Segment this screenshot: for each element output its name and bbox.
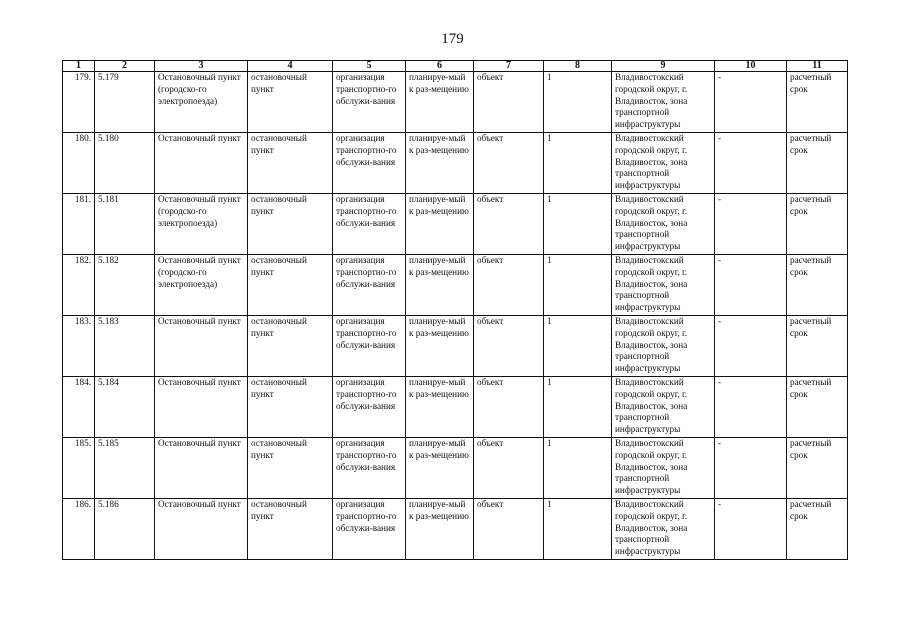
object-kind: остановочный пункт	[248, 499, 333, 560]
location-cell: Владивостокский городской округ, г. Владивосток, зона транспортной инфраструктуры	[612, 438, 715, 499]
term-cell: расчетный срок	[787, 194, 848, 255]
column-header: 11	[787, 61, 848, 72]
object-kind: остановочный пункт	[248, 377, 333, 438]
column-header: 6	[406, 61, 474, 72]
object-name: Остановочный пункт	[155, 377, 248, 438]
location-cell: Владивостокский городской округ, г. Владивосток, зона транспортной инфраструктуры	[612, 255, 715, 316]
object-code: 5.181	[95, 194, 155, 255]
object-status: планируе-мый к раз-мещению	[406, 133, 474, 194]
table-row	[63, 377, 848, 438]
table-body	[63, 72, 848, 560]
table-row	[63, 499, 848, 560]
object-name: Остановочный пункт	[155, 499, 248, 560]
object-purpose: организация транспортно-го обслужи-вания	[333, 438, 406, 499]
zone-cell: -	[715, 316, 787, 377]
location-cell: Владивостокский городской округ, г. Владивосток, зона транспортной инфраструктуры	[612, 316, 715, 377]
table-row	[63, 72, 848, 133]
unit-cell: объект	[474, 255, 544, 316]
column-header: 2	[95, 61, 155, 72]
zone-cell: -	[715, 194, 787, 255]
object-kind: остановочный пункт	[248, 72, 333, 133]
object-status: планируе-мый к раз-мещению	[406, 194, 474, 255]
quantity-cell: 1	[544, 133, 612, 194]
location-cell: Владивостокский городской округ, г. Владивосток, зона транспортной инфраструктуры	[612, 377, 715, 438]
unit-cell: объект	[474, 133, 544, 194]
quantity-cell: 1	[544, 72, 612, 133]
column-header: 10	[715, 61, 787, 72]
term-cell: расчетный срок	[787, 255, 848, 316]
object-name: Остановочный пункт	[155, 438, 248, 499]
column-header: 1	[63, 61, 95, 72]
zone-cell: -	[715, 499, 787, 560]
object-code: 5.186	[95, 499, 155, 560]
location-cell: Владивостокский городской округ, г. Владивосток, зона транспортной инфраструктуры	[612, 72, 715, 133]
unit-cell: объект	[474, 438, 544, 499]
object-code: 5.179	[95, 72, 155, 133]
quantity-cell: 1	[544, 194, 612, 255]
quantity-cell: 1	[544, 438, 612, 499]
object-name: Остановочный пункт (городско-го электропоезда)	[155, 72, 248, 133]
object-kind: остановочный пункт	[248, 194, 333, 255]
zone-cell: -	[715, 438, 787, 499]
object-code: 5.182	[95, 255, 155, 316]
zone-cell: -	[715, 377, 787, 438]
object-purpose: организация транспортно-го обслужи-вания	[333, 194, 406, 255]
object-kind: остановочный пункт	[248, 438, 333, 499]
object-purpose: организация транспортно-го обслужи-вания	[333, 316, 406, 377]
object-code: 5.185	[95, 438, 155, 499]
zone-cell: -	[715, 72, 787, 133]
object-kind: остановочный пункт	[248, 133, 333, 194]
object-kind: остановочный пункт	[248, 255, 333, 316]
quantity-cell: 1	[544, 377, 612, 438]
term-cell: расчетный срок	[787, 72, 848, 133]
column-header: 5	[333, 61, 406, 72]
object-name: Остановочный пункт	[155, 316, 248, 377]
location-cell: Владивостокский городской округ, г. Владивосток, зона транспортной инфраструктуры	[612, 499, 715, 560]
object-status: планируе-мый к раз-мещению	[406, 316, 474, 377]
object-name: Остановочный пункт (городско-го электропоезда)	[155, 194, 248, 255]
term-cell: расчетный срок	[787, 133, 848, 194]
object-status: планируе-мый к раз-мещению	[406, 499, 474, 560]
table-row	[63, 133, 848, 194]
row-number: 181.	[63, 194, 95, 255]
column-header: 4	[248, 61, 333, 72]
header-row	[63, 61, 848, 72]
table-row	[63, 316, 848, 377]
row-number: 183.	[63, 316, 95, 377]
row-number: 182.	[63, 255, 95, 316]
unit-cell: объект	[474, 377, 544, 438]
object-status: планируе-мый к раз-мещению	[406, 438, 474, 499]
unit-cell: объект	[474, 194, 544, 255]
object-status: планируе-мый к раз-мещению	[406, 377, 474, 438]
unit-cell: объект	[474, 499, 544, 560]
objects-table	[62, 60, 848, 560]
object-purpose: организация транспортно-го обслужи-вания	[333, 499, 406, 560]
object-status: планируе-мый к раз-мещению	[406, 255, 474, 316]
object-code: 5.184	[95, 377, 155, 438]
object-purpose: организация транспортно-го обслужи-вания	[333, 133, 406, 194]
unit-cell: объект	[474, 72, 544, 133]
term-cell: расчетный срок	[787, 316, 848, 377]
unit-cell: объект	[474, 316, 544, 377]
table-row	[63, 255, 848, 316]
object-name: Остановочный пункт	[155, 133, 248, 194]
location-cell: Владивостокский городской округ, г. Владивосток, зона транспортной инфраструктуры	[612, 133, 715, 194]
column-header: 3	[155, 61, 248, 72]
column-header: 7	[474, 61, 544, 72]
zone-cell: -	[715, 133, 787, 194]
location-cell: Владивостокский городской округ, г. Владивосток, зона транспортной инфраструктуры	[612, 194, 715, 255]
object-kind: остановочный пункт	[248, 316, 333, 377]
object-purpose: организация транспортно-го обслужи-вания	[333, 377, 406, 438]
row-number: 180.	[63, 133, 95, 194]
quantity-cell: 1	[544, 255, 612, 316]
term-cell: расчетный срок	[787, 438, 848, 499]
object-code: 5.180	[95, 133, 155, 194]
table-row	[63, 194, 848, 255]
quantity-cell: 1	[544, 499, 612, 560]
zone-cell: -	[715, 255, 787, 316]
object-purpose: организация транспортно-го обслужи-вания	[333, 255, 406, 316]
term-cell: расчетный срок	[787, 499, 848, 560]
row-number: 185.	[63, 438, 95, 499]
column-header: 8	[544, 61, 612, 72]
object-code: 5.183	[95, 316, 155, 377]
term-cell: расчетный срок	[787, 377, 848, 438]
page-number: 179	[441, 31, 464, 47]
table-row	[63, 438, 848, 499]
column-header: 9	[612, 61, 715, 72]
row-number: 186.	[63, 499, 95, 560]
object-purpose: организация транспортно-го обслужи-вания	[333, 72, 406, 133]
row-number: 179.	[63, 72, 95, 133]
quantity-cell: 1	[544, 316, 612, 377]
row-number: 184.	[63, 377, 95, 438]
object-name: Остановочный пункт (городско-го электропоезда)	[155, 255, 248, 316]
object-status: планируе-мый к раз-мещению	[406, 72, 474, 133]
